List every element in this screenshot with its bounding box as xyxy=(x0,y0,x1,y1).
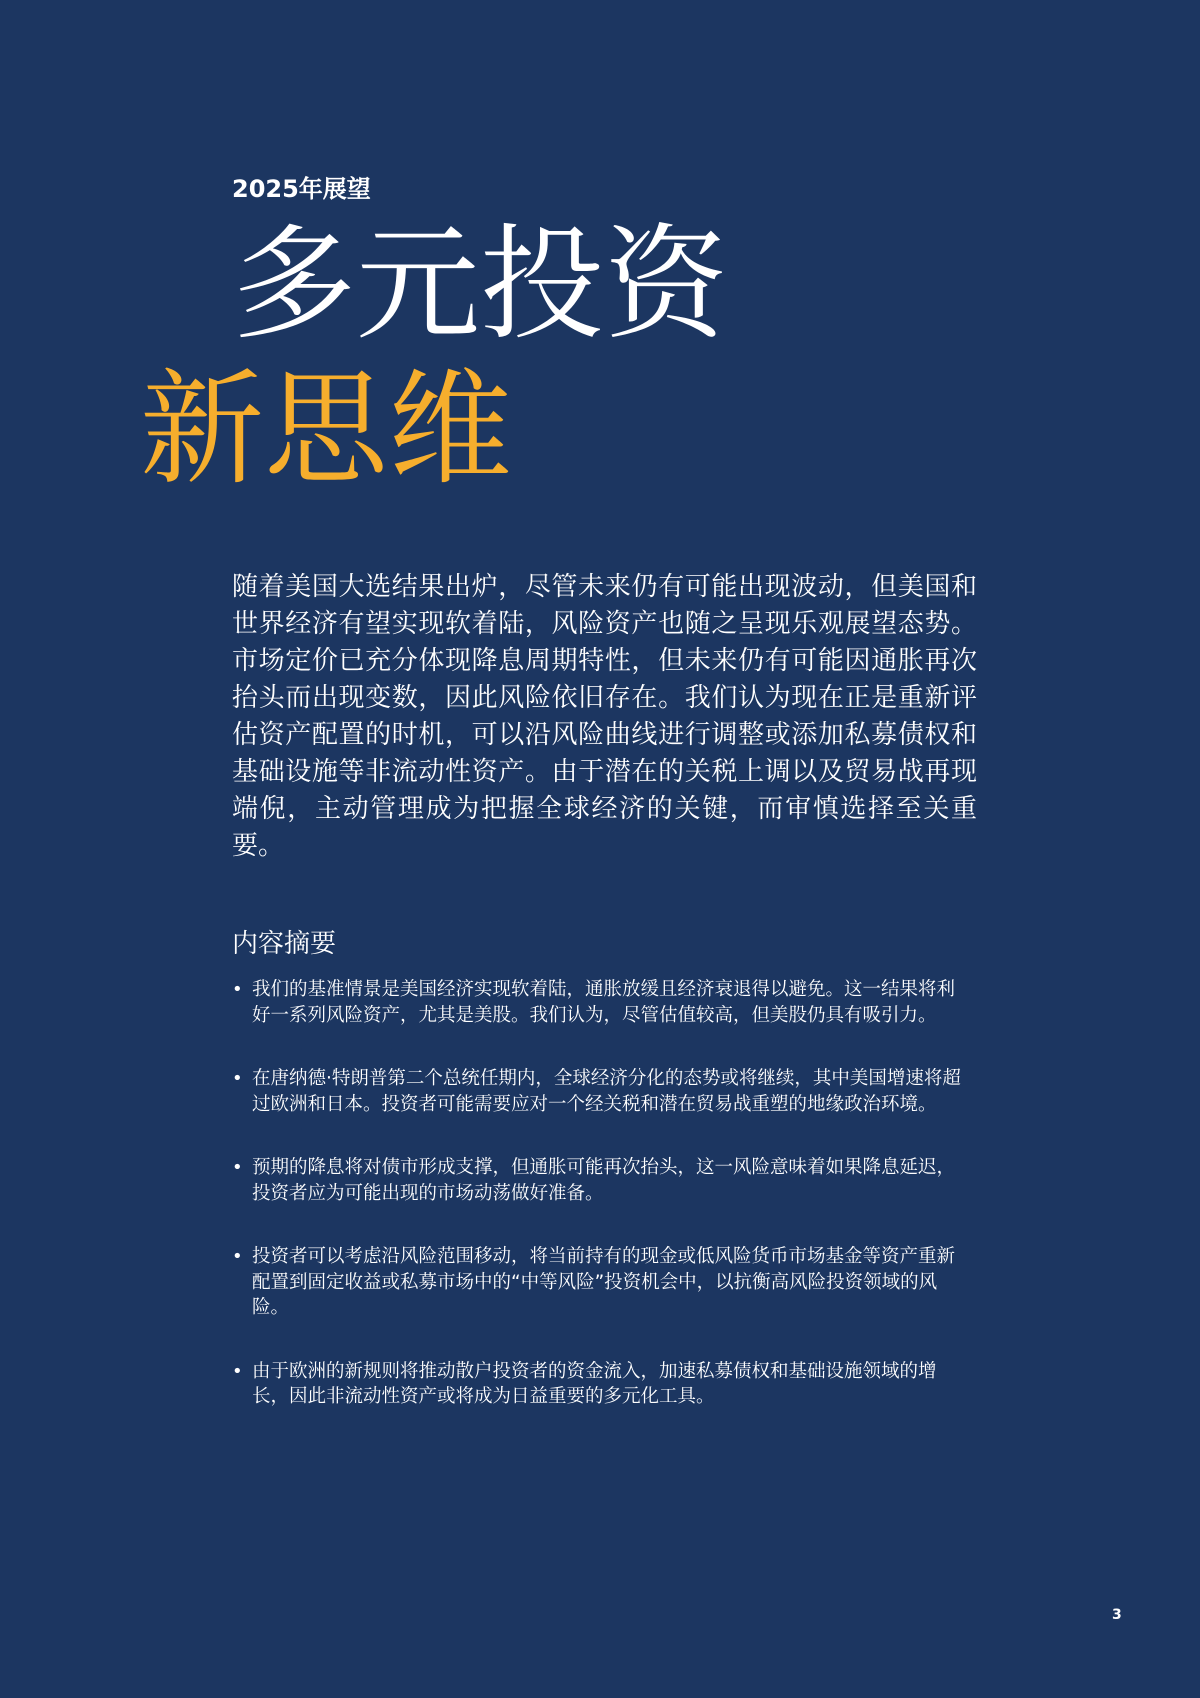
bullet-icon: • xyxy=(232,1157,243,1178)
summary-item xyxy=(232,1066,962,1117)
summary-item xyxy=(232,1155,962,1206)
page-number: 3 xyxy=(1112,1607,1122,1623)
summary-item-text: 由于欧洲的新规则将推动散户投资者的资金流入，加速私募债权和基础设施领域的增长，因此非流动性资产或将成为日益重要的多元化工具。 xyxy=(252,1360,937,1407)
bullet-icon: • xyxy=(232,1068,243,1089)
report-eyebrow: 2025年展望 xyxy=(232,175,371,203)
summary-item xyxy=(232,977,962,1028)
page-title-line2: 新思维 xyxy=(140,358,513,502)
bullet-icon: • xyxy=(232,1360,243,1382)
page-title-line1: 多元投资 xyxy=(232,213,729,357)
intro-paragraph: 随着美国大选结果出炉，尽管未来仍有可能出现波动，但美国和世界经济有望实现软着陆，风险资产也随之呈现乐观展望态势。市场定价已充分体现降息周期特性，但未来仍有可能因通胀再次抬头而出现变数，因此风险依旧存在。我们认为现在正是重新评估资产配置的时机，可以沿风险曲线进行调整或添加私募债权和基础设施等非流动性资产。由于潜在的关税上调以及贸易战再现端倪，主动管理成为把握全球经济的关键，而审慎选择至关重要。 xyxy=(232,572,977,861)
bullet-icon: • xyxy=(232,979,243,1000)
summary-list xyxy=(232,977,962,1448)
summary-heading: 内容摘要 xyxy=(232,929,337,959)
bullet-icon: • xyxy=(232,1246,243,1267)
summary-item-text: 在唐纳德·特朗普第二个总统任期内，全球经济分化的态势或将继续，其中美国增速将超过欧洲和日本。投资者可能需要应对一个经关税和潜在贸易战重塑的地缘政治环境。 xyxy=(252,1068,961,1115)
summary-item xyxy=(232,1359,962,1410)
summary-item-text: 预期的降息将对债市形成支撑，但通胀可能再次抬头，这一风险意味着如果降息延迟，投资者应为可能出现的市场动荡做好准备。 xyxy=(252,1157,956,1204)
summary-item xyxy=(232,1244,962,1321)
summary-item-text: 我们的基准情景是美国经济实现软着陆，通胀放缓且经济衰退得以避免。这一结果将利好一系列风险资产，尤其是美股。我们认为，尽管估值较高，但美股仍具有吸引力。 xyxy=(252,979,956,1026)
summary-item-text: 投资者可以考虑沿风险范围移动，将当前持有的现金或低风险货币市场基金等资产重新配置到固定收益或私募市场中的“中等风险”投资机会中，以抗衡高风险投资领域的风险。 xyxy=(252,1246,956,1318)
